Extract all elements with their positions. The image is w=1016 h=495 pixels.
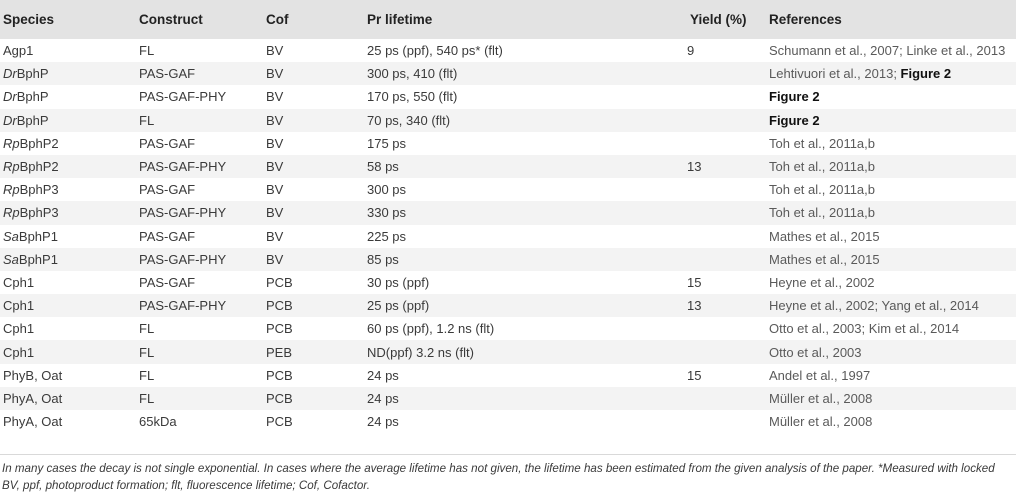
- yield-value: 13: [687, 159, 702, 175]
- species-cell: [0, 294, 126, 317]
- species-italic-prefix: Rp: [3, 182, 20, 198]
- cofactor-cell: [264, 201, 365, 224]
- species-name: PhyA, Oat: [3, 390, 63, 406]
- construct-cell: [126, 39, 264, 62]
- figure-link: Figure 2: [769, 112, 820, 128]
- construct-value: PAS-GAF-PHY: [139, 89, 227, 105]
- construct-cell: [126, 364, 264, 387]
- species-cell: [0, 155, 126, 178]
- species-cell: [0, 62, 126, 85]
- cofactor-value: PCB: [266, 321, 293, 337]
- pr-lifetime-cell: [365, 340, 664, 363]
- pr-lifetime-cell: [365, 39, 664, 62]
- construct-value: FL: [139, 321, 155, 337]
- species-name: BphP1: [18, 228, 58, 244]
- cofactor-value: BV: [266, 89, 284, 105]
- species-name: Agp1: [3, 43, 34, 59]
- pr-lifetime-cell: [365, 225, 664, 248]
- species-italic-prefix: Rp: [3, 159, 20, 175]
- yield-cell: [664, 225, 767, 248]
- cofactor-value: BV: [266, 228, 284, 244]
- cofactor-value: BV: [266, 66, 284, 82]
- construct-value: PAS-GAF-PHY: [139, 159, 227, 175]
- pr-lifetime-value: 24 ps: [367, 367, 399, 383]
- pr-lifetime-value: 58 ps: [367, 159, 399, 175]
- pr-lifetime-value: 24 ps: [367, 414, 399, 430]
- pr-lifetime-cell: [365, 109, 664, 132]
- references-cell: [767, 109, 1016, 132]
- references-cell: [767, 85, 1016, 108]
- reference-text: Heyne et al., 2002; Yang et al., 2014: [769, 298, 979, 314]
- cofactor-cell: [264, 178, 365, 201]
- table-row: [0, 132, 1016, 155]
- species-cell: [0, 387, 126, 410]
- figure-link: Figure 2: [769, 89, 820, 105]
- cofactor-value: BV: [266, 182, 284, 198]
- footnote-divider: [0, 454, 1016, 455]
- construct-value: PAS-GAF: [139, 135, 196, 151]
- cofactor-cell: [264, 294, 365, 317]
- pr-lifetime-cell: [365, 201, 664, 224]
- references-cell: [767, 132, 1016, 155]
- construct-value: PAS-GAF-PHY: [139, 205, 227, 221]
- cofactor-value: PCB: [266, 298, 293, 314]
- construct-cell: [126, 62, 264, 85]
- species-name: BphP: [16, 89, 49, 105]
- header-construct: Construct: [126, 0, 264, 39]
- header-pr-lifetime: Pr lifetime: [365, 0, 664, 39]
- cofactor-cell: [264, 39, 365, 62]
- yield-cell: [664, 201, 767, 224]
- construct-value: 65kDa: [139, 414, 177, 430]
- species-italic-prefix: Rp: [3, 135, 20, 151]
- species-cell: [0, 248, 126, 271]
- species-italic-prefix: Dr: [3, 112, 17, 128]
- species-italic-prefix: Rp: [3, 205, 20, 221]
- yield-cell: [664, 62, 767, 85]
- references-cell: [767, 178, 1016, 201]
- references-cell: [767, 340, 1016, 363]
- species-cell: [0, 132, 126, 155]
- species-italic-prefix: Sa: [3, 228, 19, 244]
- references-cell: [767, 225, 1016, 248]
- cofactor-cell: [264, 132, 365, 155]
- cofactor-cell: [264, 317, 365, 340]
- species-italic-prefix: Dr: [3, 89, 17, 105]
- table-row: [0, 340, 1016, 363]
- reference-text: Schumann et al., 2007; Linke et al., 2013: [769, 43, 1006, 59]
- pr-lifetime-cell: [365, 364, 664, 387]
- table-row: [0, 225, 1016, 248]
- cofactor-cell: [264, 340, 365, 363]
- species-name: Cph1: [3, 298, 35, 314]
- cofactor-value: BV: [266, 112, 284, 128]
- pr-lifetime-value: 300 ps, 410 (flt): [367, 66, 458, 82]
- construct-cell: [126, 109, 264, 132]
- construct-value: PAS-GAF: [139, 66, 196, 82]
- references-cell: [767, 248, 1016, 271]
- species-cell: [0, 109, 126, 132]
- cofactor-value: BV: [266, 135, 284, 151]
- construct-value: PAS-GAF-PHY: [139, 251, 227, 267]
- construct-cell: [126, 85, 264, 108]
- references-cell: [767, 317, 1016, 340]
- pr-lifetime-value: 300 ps: [367, 182, 407, 198]
- pr-lifetime-value: 330 ps: [367, 205, 407, 221]
- yield-value: 13: [687, 298, 702, 314]
- cofactor-cell: [264, 225, 365, 248]
- species-name: Cph1: [3, 344, 35, 360]
- yield-cell: [664, 155, 767, 178]
- cofactor-value: PEB: [266, 344, 293, 360]
- table-row: [0, 294, 1016, 317]
- yield-cell: [664, 39, 767, 62]
- yield-cell: [664, 387, 767, 410]
- table-row: [0, 109, 1016, 132]
- species-name: BphP1: [18, 251, 58, 267]
- yield-cell: [664, 294, 767, 317]
- construct-cell: [126, 294, 264, 317]
- figure-link: Figure 2: [900, 66, 952, 82]
- table-row: [0, 387, 1016, 410]
- references-cell: [767, 387, 1016, 410]
- species-name: BphP3: [19, 182, 59, 198]
- reference-text: Otto et al., 2003: [769, 344, 862, 360]
- cofactor-cell: [264, 109, 365, 132]
- species-cell: [0, 39, 126, 62]
- construct-value: FL: [139, 367, 155, 383]
- yield-cell: [664, 317, 767, 340]
- yield-cell: [664, 340, 767, 363]
- species-italic-prefix: Dr: [3, 66, 17, 82]
- table-row: [0, 155, 1016, 178]
- references-cell: [767, 410, 1016, 433]
- cofactor-value: BV: [266, 159, 284, 175]
- pr-lifetime-cell: [365, 62, 664, 85]
- species-cell: [0, 364, 126, 387]
- table-row: [0, 62, 1016, 85]
- construct-cell: [126, 248, 264, 271]
- species-cell: [0, 225, 126, 248]
- pr-lifetime-cell: [365, 248, 664, 271]
- reference-text: Müller et al., 2008: [769, 414, 873, 430]
- reference-text: Mathes et al., 2015: [769, 228, 880, 244]
- construct-value: FL: [139, 43, 155, 59]
- construct-value: PAS-GAF: [139, 182, 196, 198]
- cofactor-value: BV: [266, 251, 284, 267]
- construct-value: FL: [139, 390, 155, 406]
- species-name: BphP2: [19, 135, 59, 151]
- references-cell: [767, 364, 1016, 387]
- references-cell: [767, 155, 1016, 178]
- yield-value: 9: [687, 43, 695, 59]
- table-body: [0, 39, 1016, 433]
- pr-lifetime-value: 170 ps, 550 (flt): [367, 89, 458, 105]
- yield-cell: [664, 271, 767, 294]
- reference-text: Otto et al., 2003; Kim et al., 2014: [769, 321, 960, 337]
- table-row: [0, 364, 1016, 387]
- cofactor-cell: [264, 387, 365, 410]
- cofactor-value: PCB: [266, 390, 293, 406]
- cofactor-value: PCB: [266, 367, 293, 383]
- construct-value: PAS-GAF: [139, 274, 196, 290]
- construct-value: PAS-GAF-PHY: [139, 298, 227, 314]
- construct-cell: [126, 178, 264, 201]
- pr-lifetime-value: 225 ps: [367, 228, 407, 244]
- construct-cell: [126, 271, 264, 294]
- references-cell: [767, 201, 1016, 224]
- pr-lifetime-value: 85 ps: [367, 251, 399, 267]
- species-name: BphP: [16, 66, 49, 82]
- pr-lifetime-cell: [365, 155, 664, 178]
- header-row: [0, 0, 1016, 39]
- construct-cell: [126, 225, 264, 248]
- species-name: BphP2: [19, 159, 59, 175]
- species-name: Cph1: [3, 274, 35, 290]
- pr-lifetime-cell: [365, 410, 664, 433]
- reference-text: Heyne et al., 2002: [769, 274, 875, 290]
- construct-value: FL: [139, 112, 155, 128]
- reference-text: Toh et al., 2011a,b: [769, 159, 876, 175]
- pr-lifetime-cell: [365, 387, 664, 410]
- table-row: [0, 410, 1016, 433]
- reference-text: Mathes et al., 2015: [769, 251, 880, 267]
- species-name: BphP3: [19, 205, 59, 221]
- construct-cell: [126, 410, 264, 433]
- table-row: [0, 201, 1016, 224]
- pr-lifetime-cell: [365, 271, 664, 294]
- table-row: [0, 317, 1016, 340]
- yield-cell: [664, 178, 767, 201]
- reference-text: Müller et al., 2008: [769, 390, 873, 406]
- cofactor-cell: [264, 248, 365, 271]
- species-cell: [0, 317, 126, 340]
- construct-cell: [126, 201, 264, 224]
- table-row: [0, 85, 1016, 108]
- species-cell: [0, 178, 126, 201]
- cofactor-cell: [264, 62, 365, 85]
- species-cell: [0, 271, 126, 294]
- cofactor-cell: [264, 364, 365, 387]
- pr-lifetime-value: 25 ps (ppf): [367, 298, 430, 314]
- construct-cell: [126, 317, 264, 340]
- table-row: [0, 39, 1016, 62]
- pr-lifetime-value: ND(ppf) 3.2 ns (flt): [367, 344, 474, 360]
- species-italic-prefix: Sa: [3, 251, 19, 267]
- references-cell: [767, 39, 1016, 62]
- table-row: [0, 178, 1016, 201]
- references-cell: [767, 62, 1016, 85]
- table-row: [0, 271, 1016, 294]
- references-cell: [767, 271, 1016, 294]
- cofactor-cell: [264, 85, 365, 108]
- pr-lifetime-value: 60 ps (ppf), 1.2 ns (flt): [367, 321, 495, 337]
- cofactor-cell: [264, 271, 365, 294]
- header-yield: Yield (%): [664, 0, 767, 39]
- cofactor-value: BV: [266, 205, 284, 221]
- yield-cell: [664, 109, 767, 132]
- pr-lifetime-cell: [365, 132, 664, 155]
- yield-cell: [664, 85, 767, 108]
- references-cell: [767, 294, 1016, 317]
- cofactor-value: BV: [266, 43, 284, 59]
- pr-lifetime-value: 175 ps: [367, 135, 407, 151]
- species-name: Cph1: [3, 321, 35, 337]
- reference-text: Toh et al., 2011a,b: [769, 205, 876, 221]
- cofactor-cell: [264, 410, 365, 433]
- yield-value: 15: [687, 367, 702, 383]
- pr-lifetime-cell: [365, 85, 664, 108]
- species-name: BphP: [16, 112, 49, 128]
- pr-lifetime-value: 24 ps: [367, 390, 399, 406]
- pr-lifetime-cell: [365, 317, 664, 340]
- construct-value: PAS-GAF: [139, 228, 196, 244]
- species-name: PhyB, Oat: [3, 367, 63, 383]
- yield-cell: [664, 364, 767, 387]
- reference-text: Toh et al., 2011a,b: [769, 182, 876, 198]
- pr-lifetime-cell: [365, 178, 664, 201]
- yield-value: 15: [687, 274, 702, 290]
- cofactor-value: PCB: [266, 274, 293, 290]
- reference-separator: ;: [893, 66, 901, 82]
- species-cell: [0, 201, 126, 224]
- table-row: [0, 248, 1016, 271]
- construct-cell: [126, 155, 264, 178]
- reference-text: Lehtivuori et al., 2013: [769, 66, 894, 82]
- pr-lifetime-value: 25 ps (ppf), 540 ps* (flt): [367, 43, 503, 59]
- species-name: PhyA, Oat: [3, 414, 63, 430]
- pr-lifetime-cell: [365, 294, 664, 317]
- reference-text: Andel et al., 1997: [769, 367, 871, 383]
- construct-cell: [126, 132, 264, 155]
- cofactor-cell: [264, 155, 365, 178]
- pr-lifetime-value: 70 ps, 340 (flt): [367, 112, 451, 128]
- reference-text: Toh et al., 2011a,b: [769, 135, 876, 151]
- pr-lifetime-value: 30 ps (ppf): [367, 274, 430, 290]
- cofactor-value: PCB: [266, 414, 293, 430]
- yield-cell: [664, 132, 767, 155]
- construct-value: FL: [139, 344, 155, 360]
- species-cell: [0, 85, 126, 108]
- header-species: Species: [0, 0, 126, 39]
- yield-cell: [664, 248, 767, 271]
- species-cell: [0, 340, 126, 363]
- species-cell: [0, 410, 126, 433]
- construct-cell: [126, 340, 264, 363]
- yield-cell: [664, 410, 767, 433]
- table-footnote: In many cases the decay is not single exponential. In cases where the average lifetime has not given, the lifetime has been estimated from the given analysis of the paper. *Measured with locked BV, ppf, photoproduct formation; flt, fluorescence lifetime; Cof, Cofactor.: [2, 462, 995, 492]
- construct-cell: [126, 387, 264, 410]
- header-references: References: [767, 0, 1016, 39]
- header-cofactor: Cof: [264, 0, 365, 39]
